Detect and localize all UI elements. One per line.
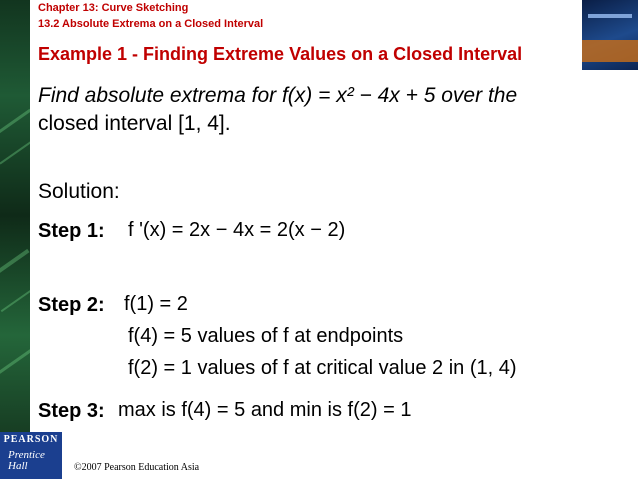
step2-f1-value: f(1) = 2 (124, 293, 188, 315)
chapter-title: Chapter 13: Curve Sketching (38, 2, 189, 14)
section-title: 13.2 Absolute Extrema on a Closed Interval (38, 18, 264, 30)
imprint-line1: Prentice (8, 449, 45, 461)
imprint-line2: Hall (8, 460, 28, 472)
pearson-logo (0, 432, 62, 479)
book-cover-band (582, 40, 638, 62)
step2-label: Step 2: (38, 294, 105, 316)
decorative-sidebar (0, 0, 30, 479)
step1-derivative: f '(x) = 2x − 4x = 2(x − 2) (128, 219, 346, 241)
slide-title: Example 1 - Finding Extreme Values on a Closed Interval (38, 44, 523, 64)
step3-conclusion: max is f(4) = 5 and min is f(2) = 1 (118, 399, 412, 421)
problem-statement-line2: closed interval [1, 4]. (38, 112, 231, 135)
solution-label: Solution: (38, 180, 120, 203)
publisher-name: PEARSON (3, 434, 59, 445)
book-cover-strip (588, 14, 632, 18)
book-cover-thumbnail (582, 0, 638, 70)
problem-statement-line1: Find absolute extrema for f(x) = x² − 4x + 5 over the (38, 84, 518, 107)
imprint-name (8, 450, 45, 472)
step3-label: Step 3: (38, 400, 105, 422)
step1-label: Step 1: (38, 220, 105, 242)
step2-f4-value: f(4) = 5 values of f at endpoints (128, 325, 404, 347)
copyright-notice: ©2007 Pearson Education Asia (74, 462, 200, 473)
step2-f2-value: f(2) = 1 values of f at critical value 2 in (1, 4) (128, 357, 517, 379)
